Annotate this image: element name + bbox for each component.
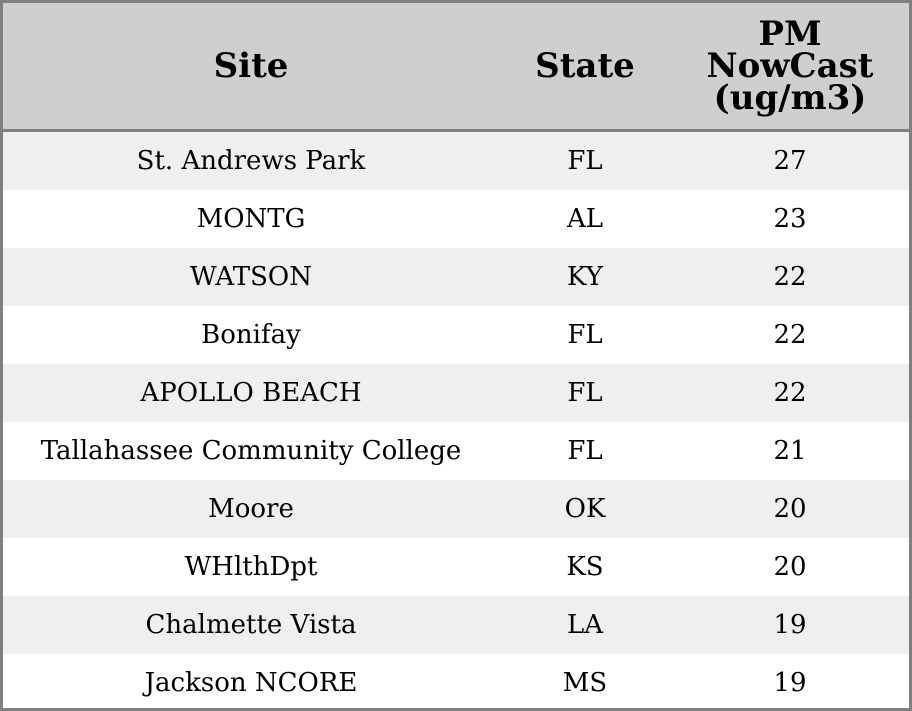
table-row xyxy=(3,131,909,191)
cell-site: Chalmette Vista xyxy=(3,596,499,654)
cell-site: Jackson NCORE xyxy=(3,654,499,711)
cell-state: OK xyxy=(499,480,671,538)
column-header-site xyxy=(3,3,499,131)
cell-state: FL xyxy=(499,306,671,364)
table-row xyxy=(3,190,909,248)
cell-state: LA xyxy=(499,596,671,654)
cell-pm: 21 xyxy=(671,422,909,480)
cell-site: Moore xyxy=(3,480,499,538)
cell-state: MS xyxy=(499,654,671,711)
table-row xyxy=(3,654,909,711)
table-row xyxy=(3,248,909,306)
header-row xyxy=(3,3,909,131)
cell-state: AL xyxy=(499,190,671,248)
table-row xyxy=(3,480,909,538)
cell-site: WATSON xyxy=(3,248,499,306)
column-header-state-line: State xyxy=(535,46,635,86)
column-header-pm-line-1: PM xyxy=(758,14,822,54)
table-row xyxy=(3,422,909,480)
column-header-pm-line-2: NowCast xyxy=(706,46,874,86)
cell-site: APOLLO BEACH xyxy=(3,364,499,422)
cell-site: St. Andrews Park xyxy=(3,131,499,191)
cell-pm: 19 xyxy=(671,654,909,711)
cell-state: KS xyxy=(499,538,671,596)
cell-state: FL xyxy=(499,364,671,422)
data-table xyxy=(3,3,909,711)
table-row xyxy=(3,538,909,596)
cell-state: FL xyxy=(499,422,671,480)
cell-pm: 19 xyxy=(671,596,909,654)
column-header-pm-nowcast xyxy=(671,3,909,131)
cell-pm: 23 xyxy=(671,190,909,248)
cell-pm: 20 xyxy=(671,538,909,596)
cell-pm: 22 xyxy=(671,248,909,306)
table-row xyxy=(3,306,909,364)
cell-pm: 22 xyxy=(671,364,909,422)
cell-site: Bonifay xyxy=(3,306,499,364)
column-header-state xyxy=(499,3,671,131)
cell-state: KY xyxy=(499,248,671,306)
column-header-pm-line-3: (ug/m3) xyxy=(713,78,867,118)
cell-pm: 22 xyxy=(671,306,909,364)
cell-site: Tallahassee Community College xyxy=(3,422,499,480)
table-row xyxy=(3,364,909,422)
table-row xyxy=(3,596,909,654)
cell-pm: 20 xyxy=(671,480,909,538)
cell-pm: 27 xyxy=(671,131,909,191)
cell-site: MONTG xyxy=(3,190,499,248)
cell-site: WHlthDpt xyxy=(3,538,499,596)
cell-state: FL xyxy=(499,131,671,191)
column-header-site-line: Site xyxy=(213,46,289,86)
